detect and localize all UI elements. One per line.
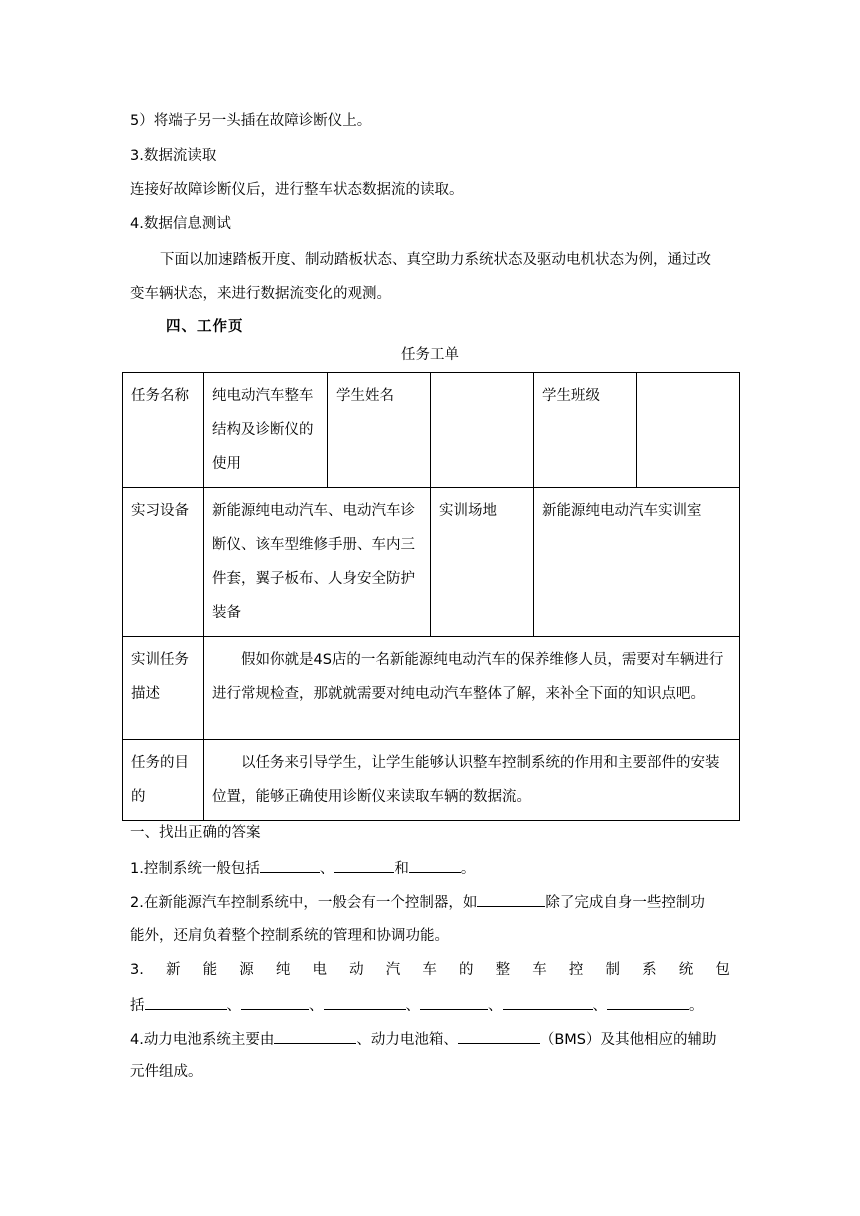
separator: 、 [309, 998, 324, 1014]
step-5-text: 5）将端子另一头插在故障诊断仪上。 [130, 113, 372, 129]
period: 。 [689, 998, 704, 1014]
answer-blank[interactable] [458, 1028, 540, 1044]
question-4-line1 [130, 1028, 717, 1050]
q3-char: 统 [678, 962, 694, 978]
q3-char: 制 [605, 962, 620, 978]
answer-blank[interactable] [334, 857, 394, 873]
conjunction: 和 [394, 861, 409, 877]
equipment-label: 实习设备 [123, 488, 204, 637]
task-sheet-table [122, 372, 740, 821]
question-4-text-a: 4.动力电池系统主要由 [130, 1032, 275, 1048]
student-name-label: 学生姓名 [328, 373, 431, 488]
question-2-line2: 能外，还肩负着整个控制系统的管理和协调功能。 [130, 928, 449, 944]
question-2-text-b: 除了完成自身一些控制功 [545, 895, 705, 911]
q3-char: 新 [165, 962, 181, 978]
q3-char: 纯 [275, 962, 291, 978]
answer-blank[interactable] [409, 857, 461, 873]
q3-char: 包 [715, 962, 730, 978]
work-page-heading: 四、工作页 [166, 319, 244, 335]
question-4-text-c: （BMS）及其他相应的辅助 [539, 1032, 717, 1048]
question-1-text: 1.控制系统一般包括 [130, 861, 260, 877]
question-4-line2: 元件组成。 [130, 1064, 203, 1080]
answer-blank[interactable] [260, 857, 320, 873]
answer-blank[interactable] [241, 994, 309, 1010]
table-row [123, 373, 740, 488]
section-4-title: 4.数据信息测试 [130, 216, 231, 232]
q3-char: 3. [130, 962, 144, 978]
q3-char: 源 [239, 962, 254, 978]
table-caption: 任务工单 [401, 347, 459, 363]
section-4-paragraph-line2: 变车辆状态，来进行数据流变化的观测。 [130, 286, 391, 302]
task-name-label: 任务名称 [123, 373, 204, 488]
task-purpose-label: 任务的目的 [123, 740, 204, 821]
answer-blank[interactable] [607, 994, 689, 1010]
task-purpose-value: 以任务来引导学生，让学生能够认识整车控制系统的作用和主要部件的安装位置，能够正确使用诊断仪来读取车辆的数据流。 [204, 740, 740, 821]
table-row [123, 488, 740, 637]
q3-char: 动 [349, 962, 364, 978]
table-row [123, 740, 740, 821]
q3-char: 汽 [385, 962, 401, 978]
q3-char: 的 [458, 962, 474, 978]
separator: 、 [405, 998, 420, 1014]
question-3-text: 括 [130, 998, 145, 1014]
student-class-label: 学生班级 [534, 373, 637, 488]
question-2-line1 [130, 891, 705, 913]
training-site-value: 新能源纯电动汽车实训室 [534, 488, 740, 637]
separator: 、 [319, 861, 335, 877]
separator: 、 [592, 998, 607, 1014]
training-site-label: 实训场地 [431, 488, 534, 637]
q3-char: 电 [312, 962, 327, 978]
q3-char: 能 [202, 962, 218, 978]
separator: 、 [488, 998, 503, 1014]
q3-char: 控 [568, 962, 584, 978]
task-description-value: 假如你就是4S店的一名新能源纯电动汽车的保养维修人员，需要对车辆进行进行常规检查，那就就需要对纯电动汽车整体了解，来补全下面的知识点吧。 [204, 637, 740, 740]
section-4-paragraph-line1: 下面以加速踏板开度、制动踏板状态、真空助力系统状态及驱动电机状态为例，通过改 [160, 252, 711, 268]
answer-blank[interactable] [145, 994, 227, 1010]
question-3-line1 [130, 960, 730, 980]
q3-char: 车 [422, 962, 437, 978]
period: 。 [460, 861, 476, 877]
answer-blank[interactable] [420, 994, 488, 1010]
answer-blank[interactable] [503, 994, 593, 1010]
question-2-text-a: 2.在新能源汽车控制系统中，一般会有一个控制器，如 [130, 895, 478, 911]
question-4-text-b: 、动力电池箱、 [356, 1032, 458, 1048]
separator: 、 [226, 998, 241, 1014]
table-row [123, 637, 740, 740]
question-3-line2 [130, 994, 704, 1016]
answer-blank[interactable] [324, 994, 406, 1010]
question-1 [130, 857, 475, 879]
section-3-text: 连接好故障诊断仪后，进行整车状态数据流的读取。 [130, 182, 464, 198]
section-3-title: 3.数据流读取 [130, 148, 217, 164]
student-class-value [637, 373, 740, 488]
q3-char: 车 [532, 962, 547, 978]
answer-blank[interactable] [274, 1028, 356, 1044]
student-name-value [431, 373, 534, 488]
questions-section-title: 一、找出正确的答案 [130, 825, 261, 841]
q3-char: 系 [642, 962, 657, 978]
task-description-label: 实训任务描述 [123, 637, 204, 740]
q3-char: 整 [495, 962, 511, 978]
equipment-value: 新能源纯电动汽车、电动汽车诊断仪、该车型维修手册、车内三件套，翼子板布、人身安全防护装备 [204, 488, 431, 637]
answer-blank[interactable] [477, 891, 545, 907]
task-name-value: 纯电动汽车整车结构及诊断仪的使用 [204, 373, 328, 488]
